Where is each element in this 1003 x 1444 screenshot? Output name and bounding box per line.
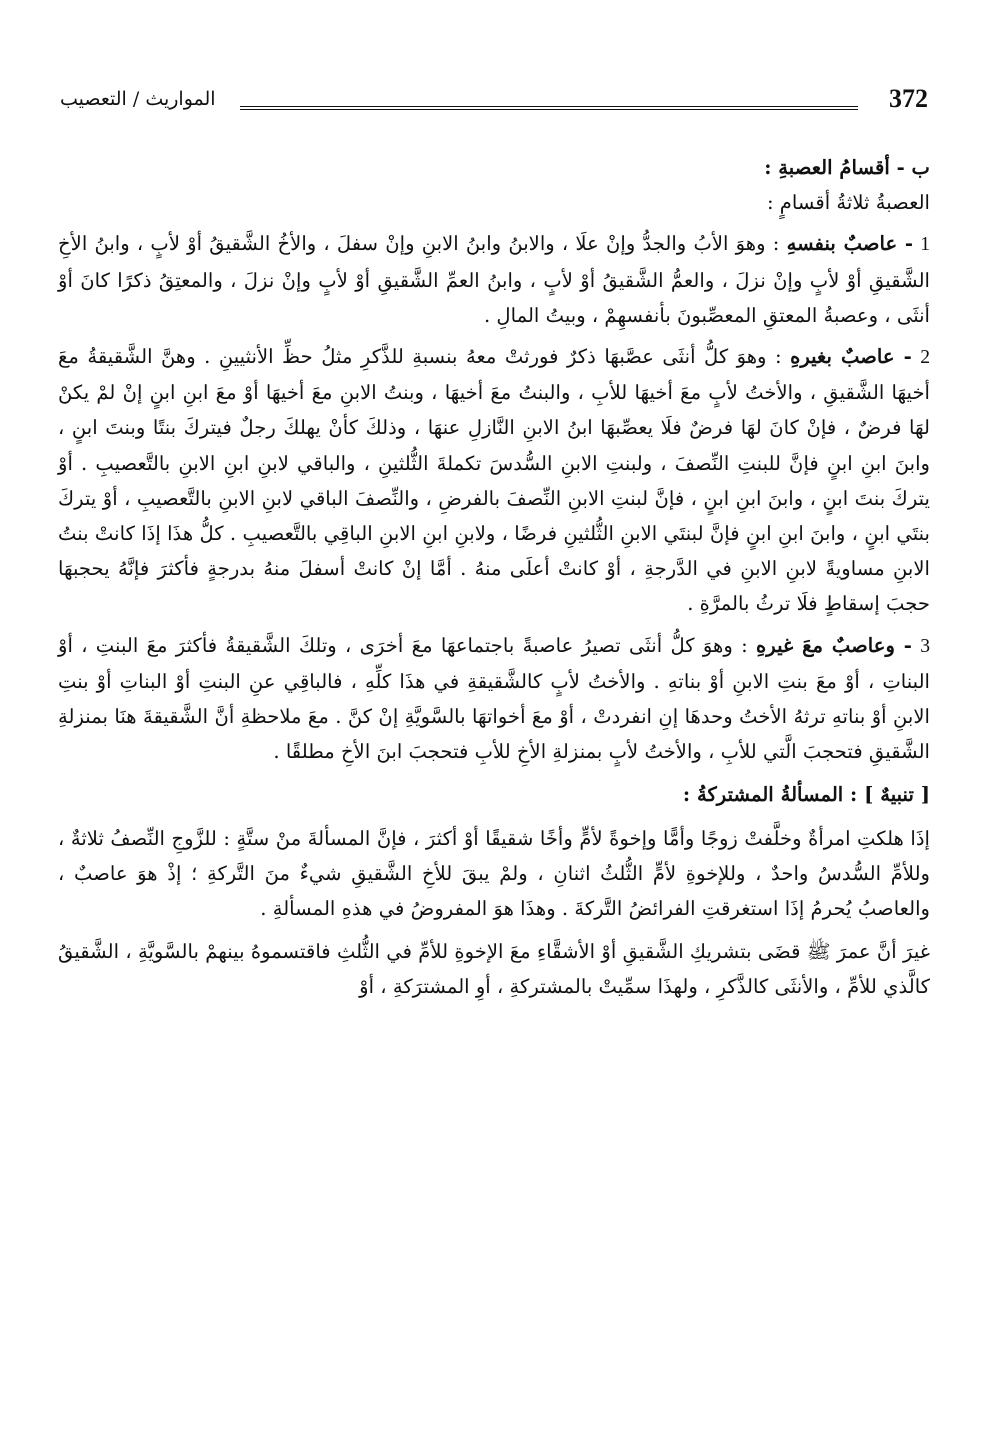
item-label: - عاصبٌ بغيرهِ <box>790 345 912 369</box>
paragraph: غيرَ أنَّ عمرَ ﷺ قضَى بتشريكِ الشَّقيقِ أوْ الأشقَّاءِ معَ الإخوةِ للأمِّ في الثُّلثِ فاقتسموهُ بينهمْ بالسَّويَّةِ ، الشَّقيقُ كالَّذي للأمِّ ، والأنثَى كالذَّكرِ ، ولهذَا سمِّيتْ بالمشتركةِ ، أوِ المشترَكةِ ، أوْ <box>58 940 930 999</box>
item-number: 2 <box>920 347 931 369</box>
item-text: : وهوَ الأبُ والجدُّ وإنْ علَا ، والابنُ وابنُ الابنِ وإنْ سفلَ ، والأخُ الشَّقيقُ أوْ لأبٍ ، وابنُ الأخِ الشَّقيقِ أوْ لأبٍ وإنْ نزلَ ، والعمُّ الشَّقيقُ أوْ لأبٍ ، وابنُ العمِّ الشَّقيقِ أوْ لأبٍ وإنْ نزلَ ، والمعتِقُ ذكرًا كانَ أوْ أنثَى ، وعصبةُ المعتقِ المعصِّبونَ بأنفسهِمْ ، وبيتُ المالِ . <box>58 232 930 327</box>
item-1 <box>58 226 930 333</box>
item-number: 3 <box>920 635 931 657</box>
item-label: - وعاصبٌ معَ غيرهِ <box>756 633 912 657</box>
item-text: : وهوَ كلُّ أنثَى تصيرُ عاصبةً باجتماعهَا معَ أخرَى ، وتلكَ الشَّقيقةُ فأكثرَ معَ البنتِ ، أوْ البناتِ ، أوْ معَ بنتِ الابنِ أوْ بناتهِ . والأختُ لأبٍ كالشَّقيقةِ في هذَا كلِّهِ ، فالباقِي عنِ البنتِ أوْ البناتِ أوْ بنتِ الابنِ أوْ بناتهِ ترثهُ الأختُ وحدهَا إنِ انفردتْ ، أوْ معَ أخواتهَا بالسَّويَّةِ إنْ كنَّ . معَ ملاحظةِ أنَّ الشَّقيقةَ هنَا بمنزلةِ الشَّقيقِ فتحجبَ الَّتي للأبِ ، والأختُ لأبٍ بمنزلةِ الأخِ للأبِ فتحجبَ ابنَ الأخِ مطلقًا . <box>58 633 930 764</box>
header-rule <box>240 106 858 110</box>
intro-line: العصبةُ ثلاثةُ أقسامٍ : <box>766 191 930 215</box>
item-2 <box>58 339 930 622</box>
running-title: المواريث / التعصيب <box>60 88 216 110</box>
page-number: 372 <box>889 84 928 113</box>
section-heading: ب - أقسامُ العصبةِ : <box>764 156 930 179</box>
note-heading: [ تنبيهٌ ] : المسألةُ المشتركةُ : <box>682 783 930 807</box>
item-label: - عاصبٌ بنفسهِ <box>786 232 914 256</box>
page-body <box>58 150 930 1005</box>
page-header <box>60 84 928 124</box>
paragraph: إذَا هلكتِ امرأةٌ وخلَّفتْ زوجًا وأمًّا وإخوةً لأمٍّ وأخًا شقيقًا أوْ أكثرَ ، فإنَّ المسألةَ منْ ستَّةٍ : للزَّوجِ النِّصفُ ثلاثةٌ ، وللأمِّ السُّدسُ واحدٌ ، وللإخوةِ لأمٍّ الثُّلثُ اثنانِ ، ولمْ يبقَ للأخِ الشَّقيقِ شيءٌ منَ التَّركةِ ؛ إذْ هوَ عاصبٌ ، والعاصبُ يُحرمُ إذَا استغرقتِ الفرائضُ التَّركةَ . وهذَا هوَ المفروضُ في هذهِ المسألةِ . <box>58 826 930 921</box>
item-text: : وهوَ كلُّ أنثَى عصَّبهَا ذكرٌ فورثتْ معهُ بنسبةِ للذَّكرِ مثلُ حظِّ الأنثيينِ . وهنَّ الشَّقيقةُ معَ أخيهَا الشَّقيقِ ، والأختُ لأبٍ معَ أخيهَا للأبِ ، والبنتُ معَ أخيهَا ، وبنتُ الابنِ معَ أخيهَا أوْ معَ ابنِ ابنٍ إنْ لمْ يكنْ لهَا فرضٌ ، فإنْ كانَ لهَا فرضٌ فلَا يعصِّبهَا ابنُ الابنِ النَّازلِ عنهَا ، وذلكَ كأنْ يهلكَ رجلٌ فيتركَ بنتًا وبنتَ ابنٍ ، وابنَ ابنِ ابنٍ فإنَّ للبنتِ النِّصفَ ، ولبنتِ الابنِ السُّدسَ تكملةَ الثُّلثينِ ، والباقي لابنِ ابنِ الابنِ بالتَّعصيبِ . أوْ يتركَ بنتَ ابنٍ ، وابنَ ابنِ ابنٍ ، فإنَّ لبنتِ الابنِ النِّصفَ بالفرضِ ، والنِّصفَ الباقي لابنِ الابنِ بالتَّعصيبِ ، أوْ يتركَ بنتَي ابنٍ ، وابنَ ابنِ ابنٍ فإنَّ لبنتَي الابنِ الثُّلثينِ فرضًا ، ولابنِ ابنِ الابنِ الباقِي بالتَّعصيبِ . كلُّ هذَا إذَا كانتْ بنتُ الابنِ مساويةً لابنِ الابنِ في الدَّرجةِ ، أوْ كانتْ أعلَى منهُ . أمَّا إنْ كانتْ أسفلَ منهُ بدرجةٍ فأكثرَ فإنَّهُ يحجبهَا حجبَ إسقاطٍ فلَا ترثُ بالمرَّةِ . <box>58 345 930 616</box>
item-number: 1 <box>920 234 931 256</box>
item-3 <box>58 628 930 770</box>
